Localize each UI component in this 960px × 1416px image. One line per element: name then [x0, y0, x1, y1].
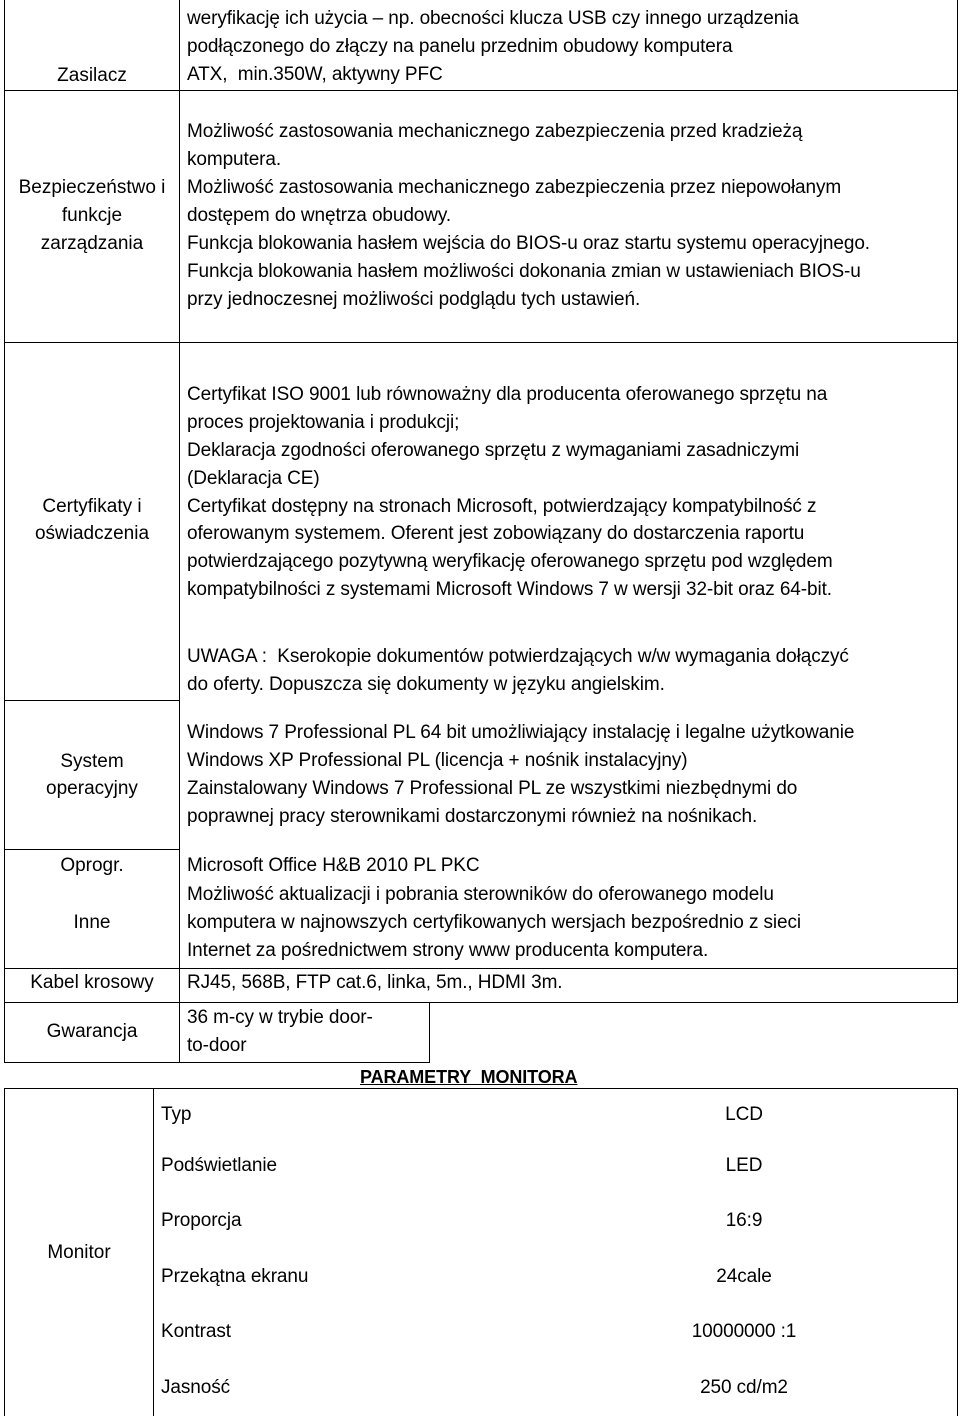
- monitor-value-jasnosc: 250 cd/m2: [700, 1377, 788, 1398]
- bezpieczenstwo-line-2: komputera.: [187, 149, 282, 170]
- inne-line-2: komputera w najnowszych certyfikowanych wersjach bezpośrednio z sieci: [187, 912, 802, 933]
- bezpieczenstwo-line-1: Możliwość zastosowania mechanicznego zabezpieczenia przed kradzieżą: [187, 121, 803, 142]
- monitor-param-jasnosc: Jasność: [161, 1377, 231, 1398]
- monitor-value-proporcja: 16:9: [725, 1210, 763, 1231]
- monitor-param-kontrast: Kontrast: [161, 1321, 231, 1342]
- table-right-border: [957, 0, 958, 1002]
- monitor-value-typ: LCD: [725, 1104, 763, 1125]
- zasilacz-line-1: weryfikację ich użycia – np. obecności klucza USB czy innego urządzenia: [187, 8, 799, 29]
- label-monitor: Monitor: [47, 1242, 111, 1263]
- row-border-zasilacz: [4, 90, 958, 91]
- label-zasilacz: Zasilacz: [57, 65, 127, 86]
- row-border-kabel: [4, 1002, 958, 1003]
- monitor-value-kontrast: 10000000 :1: [691, 1321, 797, 1342]
- row-border-bezpieczenstwo: [4, 342, 958, 343]
- certyfikaty-line-1: Certyfikat ISO 9001 lub równoważny dla producenta oferowanego sprzętu na: [187, 384, 828, 405]
- label-system-1: System: [60, 751, 124, 772]
- inne-line-1: Możliwość aktualizacji i pobrania sterowników do oferowanego modelu: [187, 884, 774, 905]
- bezpieczenstwo-line-6: Funkcja blokowania hasłem możliwości dokonania zmian w ustawieniach BIOS-u: [187, 261, 861, 282]
- label-bezpieczenstwo-3: zarządzania: [40, 233, 144, 254]
- system-line-2: Windows XP Professional PL (licencja + nośnik instalacyjny): [187, 750, 688, 771]
- monitor-param-typ: Typ: [161, 1104, 192, 1125]
- label-oprogr: Oprogr.: [60, 855, 124, 876]
- section-title-monitor: PARAMETRY MONITORA: [360, 1067, 578, 1087]
- monitor-param-proporcja: Proporcja: [161, 1210, 242, 1231]
- system-line-4: poprawnej pracy sterownikami dostarczonymi również na nośnikach.: [187, 806, 758, 827]
- certyfikaty-line-7: potwierdzającego pozytywną weryfikację oferowanego sprzętu pod względem: [187, 551, 833, 572]
- certyfikaty-line-2: proces projektowania i produkcji;: [187, 412, 460, 433]
- certyfikaty-line-4: (Deklaracja CE): [187, 468, 320, 489]
- label-kabel: Kabel krosowy: [30, 972, 154, 993]
- monitor-table-right-border: [957, 1088, 958, 1416]
- monitor-param-przekatna: Przekątna ekranu: [161, 1266, 309, 1287]
- system-line-3: Zainstalowany Windows 7 Professional PL ze wszystkimi niezbędnymi do: [187, 778, 798, 799]
- oprogr-value: Microsoft Office H&B 2010 PL PKC: [187, 855, 480, 876]
- row-border-system-label: [4, 849, 180, 850]
- monitor-value-podswietlanie: LED: [725, 1155, 763, 1176]
- certyfikaty-note-2: do oferty. Dopuszcza się dokumenty w języku angielskim.: [187, 674, 665, 695]
- zasilacz-line-3: ATX, min.350W, aktywny PFC: [187, 64, 443, 85]
- certyfikaty-note-1: UWAGA : Kserokopie dokumentów potwierdzających w/w wymagania dołączyć: [187, 646, 849, 667]
- inne-line-3: Internet za pośrednictwem strony www producenta komputera.: [187, 940, 709, 961]
- bezpieczenstwo-line-4: dostępem do wnętrza obudowy.: [187, 205, 452, 226]
- label-system-2: operacyjny: [46, 778, 138, 799]
- bezpieczenstwo-line-3: Możliwość zastosowania mechanicznego zabezpieczenia przez niepowołanym: [187, 177, 842, 198]
- zasilacz-line-2: podłączonego do złączy na panelu przednim obudowy komputera: [187, 36, 733, 57]
- label-bezpieczenstwo-2: funkcje: [61, 205, 123, 226]
- label-inne: Inne: [73, 912, 111, 933]
- row-border-certyfikaty-label: [4, 700, 180, 701]
- label-certyfikaty-1: Certyfikaty i: [42, 496, 142, 517]
- gwarancja-line-2: to-door: [187, 1035, 247, 1056]
- certyfikaty-line-6: oferowanym systemem. Oferent jest zobowiązany do dostarczenia raportu: [187, 523, 805, 544]
- bezpieczenstwo-line-5: Funkcja blokowania hasłem wejścia do BIOS-u oraz startu systemu operacyjnego.: [187, 233, 870, 254]
- guarantee-cell-right-border: [429, 1002, 430, 1062]
- bezpieczenstwo-line-7: przy jednoczesnej możliwości podglądu tych ustawień.: [187, 289, 641, 310]
- gwarancja-line-1: 36 m-cy w trybie door-: [187, 1007, 373, 1028]
- certyfikaty-line-3: Deklaracja zgodności oferowanego sprzętu z wymaganiami zasadniczymi: [187, 440, 800, 461]
- label-bezpieczenstwo-1: Bezpieczeństwo i: [18, 177, 166, 198]
- label-certyfikaty-2: oświadczenia: [34, 523, 150, 544]
- kabel-value: RJ45, 568B, FTP cat.6, linka, 5m., HDMI 3m.: [187, 972, 563, 993]
- monitor-param-podswietlanie: Podświetlanie: [161, 1155, 277, 1176]
- system-line-1: Windows 7 Professional PL 64 bit umożliwiający instalację i legalne użytkowanie: [187, 722, 855, 743]
- certyfikaty-line-5: Certyfikat dostępny na stronach Microsoft, potwierdzający kompatybilność z: [187, 496, 817, 517]
- certyfikaty-line-8: kompatybilności z systemami Microsoft Windows 7 w wersji 32-bit oraz 64-bit.: [187, 579, 832, 600]
- label-gwarancja: Gwarancja: [46, 1021, 138, 1042]
- monitor-value-przekatna: 24cale: [716, 1266, 772, 1287]
